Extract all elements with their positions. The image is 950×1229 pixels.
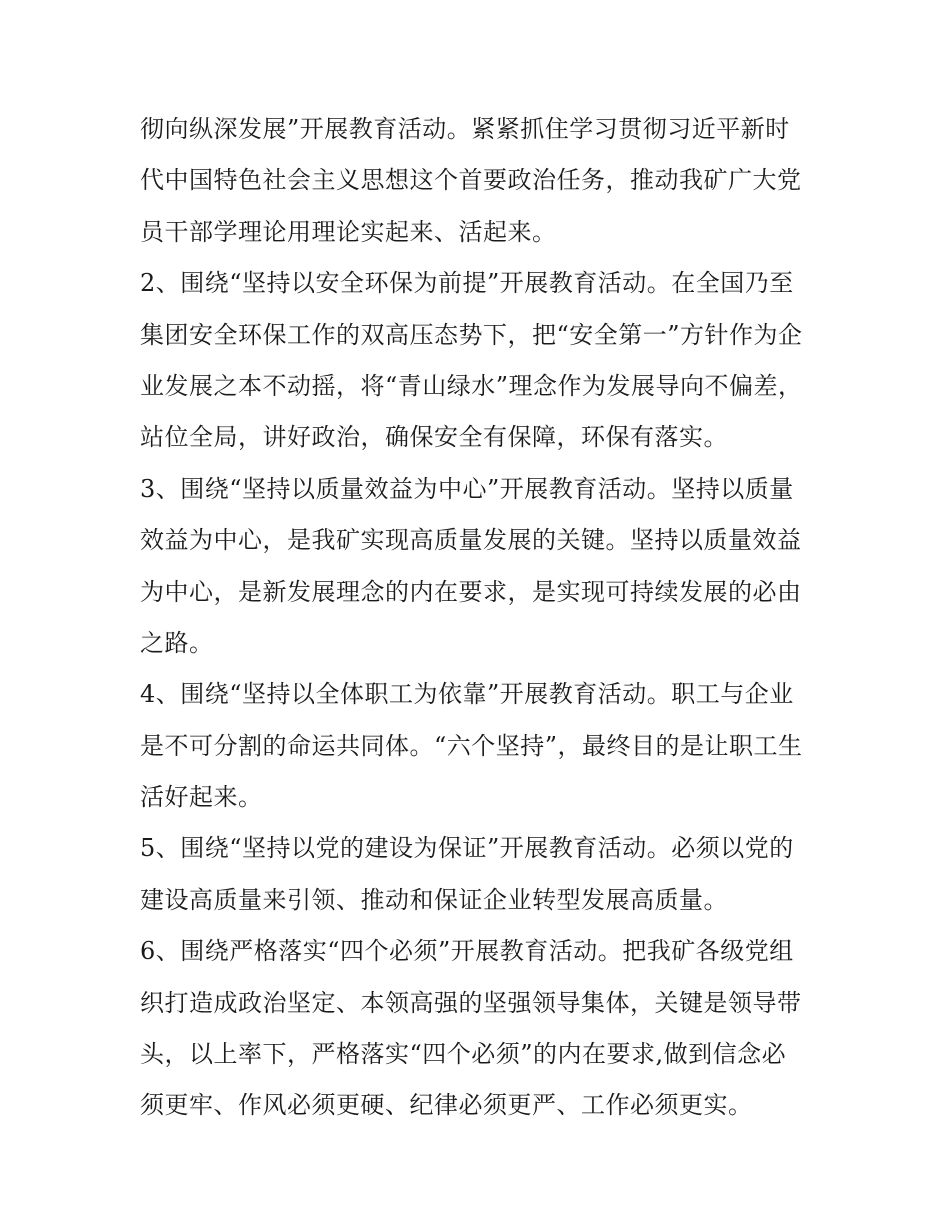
text-line-3: 员干部学理论用理论实起来、活起来。 <box>140 217 557 246</box>
text-line-16: 建设高质量来引领、推动和保证企业转型发展高质量。 <box>140 885 728 914</box>
text-line-7: 站位全局，讲好政治，确保安全有保障，环保有落实。 <box>140 423 728 452</box>
text-line-14: 活好起来。 <box>140 783 263 812</box>
text-line-17: 6、围绕严格落实“四个必须”开展教育活动。把我矿各级党组 <box>140 937 794 966</box>
text-line-5: 集团安全环保工作的双高压态势下，把“安全第一”方针作为企 <box>140 320 803 349</box>
document-body <box>140 104 812 1132</box>
text-line-2: 代中国特色社会主义思想这个首要政治任务，推动我矿广大党 <box>140 166 802 195</box>
text-line-8: 3、围绕“坚持以质量效益为中心”开展教育活动。坚持以质量 <box>140 474 794 503</box>
text-line-10: 为中心，是新发展理念的内在要求，是实现可持续发展的必由 <box>140 577 802 606</box>
text-line-1: 彻向纵深发展”开展教育活动。紧紧抓住学习贯彻习近平新时 <box>140 115 790 143</box>
text-line-9: 效益为中心，是我矿实现高质量发展的关键。坚持以质量效益 <box>140 526 802 555</box>
text-line-15: 5、围绕“坚持以党的建设为保证”开展教育活动。必须以党的 <box>140 834 794 863</box>
text-line-11: 之路。 <box>140 628 214 657</box>
text-line-12: 4、围绕“坚持以全体职工为依靠”开展教育活动。职工与企业 <box>140 680 794 709</box>
text-line-6: 业发展之本不动摇，将“青山绿水”理念作为发展导向不偏差， <box>140 371 803 400</box>
text-line-4: 2、围绕“坚持以安全环保为前提”开展教育活动。在全国乃至 <box>140 269 794 298</box>
text-line-13: 是不可分割的命运共同体。“六个坚持”，最终目的是让职工生 <box>140 731 803 760</box>
text-line-18: 织打造成政治坚定、本领高强的坚强领导集体，关键是领导带 <box>140 988 802 1017</box>
text-line-20: 须更牢、作风必须更硬、纪律必须更严、工作必须更实。 <box>140 1091 753 1120</box>
text-line-19: 头，以上率下，严格落实“四个必须”的内在要求,做到信念必 <box>140 1040 787 1069</box>
